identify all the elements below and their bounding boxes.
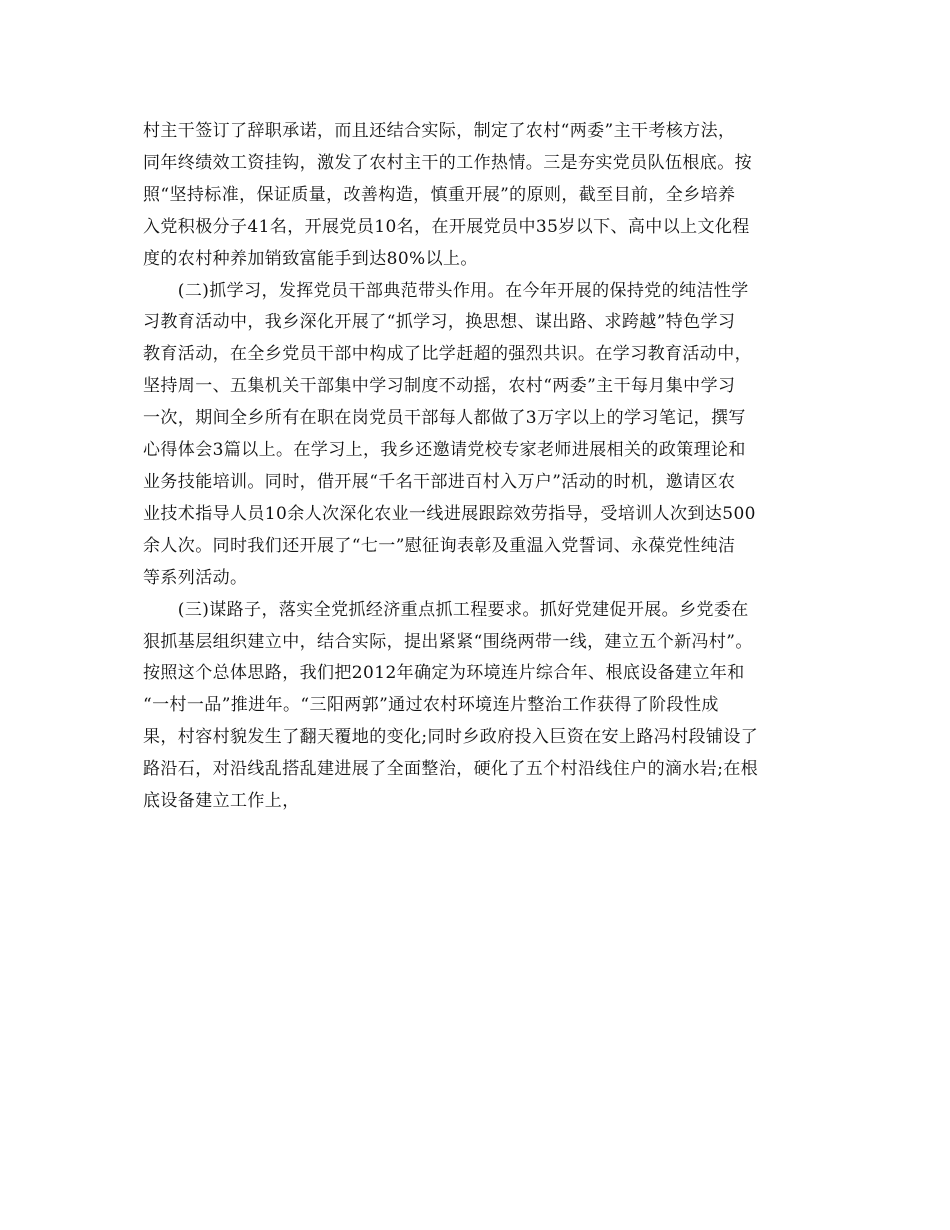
text-line: 果，村容村貌发生了翻天覆地的变化;同时乡政府投入巨资在安上路冯村段铺设了: [143, 727, 759, 748]
text-line: 教育活动，在全乡党员干部中构成了比学赶超的强烈共识。在学习教育活动中，: [143, 344, 752, 365]
text-line: 底设备建立工作上，: [143, 791, 300, 812]
text-line: 余人次。同时我们还开展了“七一”慰征询表彰及重温入党誓词、永葆党性纯洁: [143, 535, 736, 556]
text-line: 心得体会3篇以上。在学习上，我乡还邀请党校专家老师进展相关的政策理论和: [143, 440, 746, 461]
text-line: 业技术指导人员10余人次深化农业一线进展跟踪效劳指导，受培训人次到达500: [143, 503, 756, 524]
text-line: 入党积极分子41名，开展党员10名，在开展党员中35岁以下、高中以上文化程: [143, 216, 750, 237]
text-line: (二)抓学习，发挥党员干部典范带头作用。在今年开展的保持党的纯洁性学: [143, 280, 749, 301]
text-line: (三)谋路子，落实全党抓经济重点抓工程要求。抓好党建促开展。乡党委在: [143, 599, 749, 620]
text-line: 度的农村种养加销致富能手到达80%以上。: [143, 248, 478, 269]
text-line: 等系列活动。: [143, 567, 248, 588]
text-line: 照“坚持标准，保证质量，改善构造，慎重开展”的原则，截至目前，全乡培养: [143, 184, 736, 205]
text-line: 同年终绩效工资挂钩，激发了农村主干的工作热情。三是夯实党员队伍根底。按: [143, 152, 752, 173]
document-body: [143, 116, 808, 818]
text-line: 村主干签订了辞职承诺，而且还结合实际，制定了农村“两委”主干考核方法，: [143, 121, 736, 141]
paragraph-2: [143, 276, 808, 595]
text-line: 按照这个总体思路，我们把2012年确定为环境连片综合年、根底设备建立年和: [143, 663, 745, 684]
paragraph-3: [143, 595, 808, 818]
text-line: 一次，期间全乡所有在职在岗党员干部每人都做了3万字以上的学习笔记，撰写: [143, 408, 746, 429]
text-line: 坚持周一、五集机关干部集中学习制度不动摇，农村“两委”主干每月集中学习: [143, 376, 736, 397]
paragraph-1: [143, 116, 808, 276]
text-line: 习教育活动中，我乡深化开展了“抓学习，换思想、谋出路、求跨越”特色学习: [143, 312, 736, 333]
text-line: 狠抓基层组织建立中，结合实际，提出紧紧“围绕两带一线，建立五个新冯村”。: [143, 631, 753, 652]
text-line: 业务技能培训。同时，借开展“千名干部进百村入万户”活动的时机，邀请区农: [143, 471, 736, 492]
text-line: “一村一品”推进年。“三阳两郭”通过农村环境连片整治工作获得了阶段性成: [143, 695, 719, 716]
text-line: 路沿石，对沿线乱搭乱建进展了全面整治，硬化了五个村沿线住户的滴水岩;在根: [143, 759, 759, 780]
